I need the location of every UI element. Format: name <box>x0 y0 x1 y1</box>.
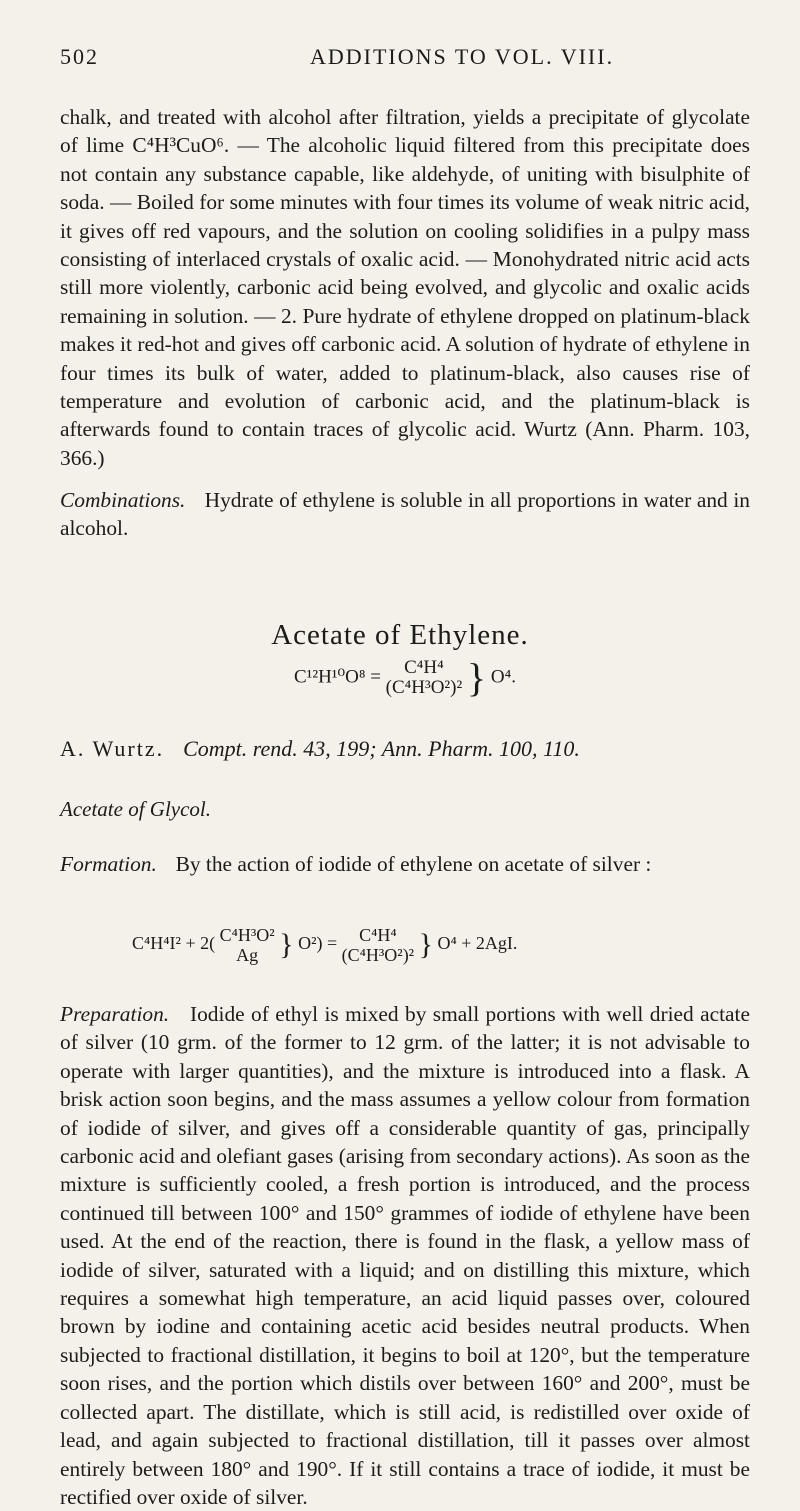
paragraph-oxidation: chalk, and treated with alcohol after filtration, yields a precipitate of glycolate of lime C⁴H³CuO⁶. — The alcoholic liquid filtered from this precipitate does not contain any substance capable, like aldehyde, of uniting with bisulphite of soda. — Boiled for some minutes with four times its volume of weak nitric acid, it gives off red vapours, and the solution on cooling solidifies in a pulpy mass consisting of interlaced crystals of oxalic acid. — Monohydrated nitric acid acts still more violently, carbonic acid being evolved, and glycolic and oxalic acids remaining in solution. — 2. Pure hydrate of ethylene dropped on platinum-black makes it red-hot and gives off carbonic acid. A solution of hydrate of ethylene in four times its bulk of water, added to platinum-black, also causes rise of temperature and evolution of carbonic acid, and the platinum-black is afterwards found to contain traces of glycolic acid. Wurtz (Ann. Pharm. 103, 366.) <box>60 105 750 470</box>
reference-author: A. Wurtz. <box>60 736 165 761</box>
formation-text: By the action of iodide of ethylene on acetate of silver : <box>175 852 652 876</box>
paragraph-combinations <box>60 486 750 543</box>
reference-citation: Compt. rend. 43, 199; Ann. Pharm. 100, 110. <box>183 736 580 761</box>
brace-icon: } <box>418 928 433 961</box>
combinations-text: Hydrate of ethylene is soluble in all proportions in water and in alcohol. <box>60 488 750 541</box>
preparation-label: Preparation. <box>60 1002 170 1026</box>
formula2-num-a: C⁴H³O² <box>219 925 275 945</box>
combinations-label: Combinations. <box>60 488 186 512</box>
formula1-fraction <box>386 658 462 698</box>
brace-icon: } <box>279 928 294 961</box>
formula1-left: C¹²H¹⁰O⁸ = <box>294 666 381 688</box>
formula2-right: O⁴ + 2AgI. <box>437 933 518 954</box>
formula2-num-b: C⁴H⁴ <box>359 925 397 945</box>
running-title: ADDITIONS TO VOL. VIII. <box>310 44 615 69</box>
formula2-fraction-a <box>220 925 275 965</box>
formula-acetate-ethylene <box>294 655 516 700</box>
section-title: Acetate of Ethylene. <box>271 619 529 651</box>
formula1-numerator: C⁴H⁴ <box>404 657 444 678</box>
formula2-den-b: (C⁴H³O²)² <box>341 945 415 965</box>
subsection-title: Acetate of Glycol. <box>60 797 212 821</box>
page-number: 502 <box>60 44 99 69</box>
paragraph-formation <box>60 850 750 878</box>
preparation-text: Iodide of ethyl is mixed by small portions with well dried actate of silver (10 grm. of the former to 12 grm. of the latter; it is not advisable to operate with larger quantities), and the mixture is introduced into a flask. A brisk action soon begins, and the mass assumes a yellow colour from formation of iodide of silver, and gives off a considerable quantity of gas, principally carbonic acid and olefiant gases (arising from secondary actions). As soon as the mixture is sufficiently cooled, a fresh portion is introduced, and the process continued till between 100° and 150° grammes of iodide of ethylene have been used. At the end of the reaction, there is found in the flask, a yellow mass of iodide of silver, saturated with a liquid; and on distilling this mixture, which requires a somewhat high temperature, an acid liquid passes over, coloured brown by iodine and containing acetic acid besides neutral products. When subjected to fractional distillation, it begins to boil at 120°, but the temperature soon rises, and the portion which distils over between 160° and 200°, must be collected apart. The distillate, which is still acid, is redistilled over oxide of lead, and again subjected to fractional distillation, till it passes over almost entirely between 180° and 190°. If it still contains a trace of iodide, it must be rectified over oxide of silver. <box>60 1002 750 1509</box>
formula2-left: C⁴H⁴I² + 2( <box>132 933 216 954</box>
formula1-denominator: (C⁴H³O²)² <box>385 677 463 698</box>
reference-line <box>60 736 750 762</box>
formula2-mid: O²) = <box>298 933 338 954</box>
formula2-den-a: Ag <box>236 945 259 965</box>
brace-icon: } <box>466 655 487 700</box>
formula2-fraction-b <box>342 925 414 965</box>
formula-formation-reaction <box>132 925 517 965</box>
paragraph-preparation <box>60 1000 750 1511</box>
formation-label: Formation. <box>60 852 157 876</box>
formula1-right: O⁴. <box>490 666 516 688</box>
